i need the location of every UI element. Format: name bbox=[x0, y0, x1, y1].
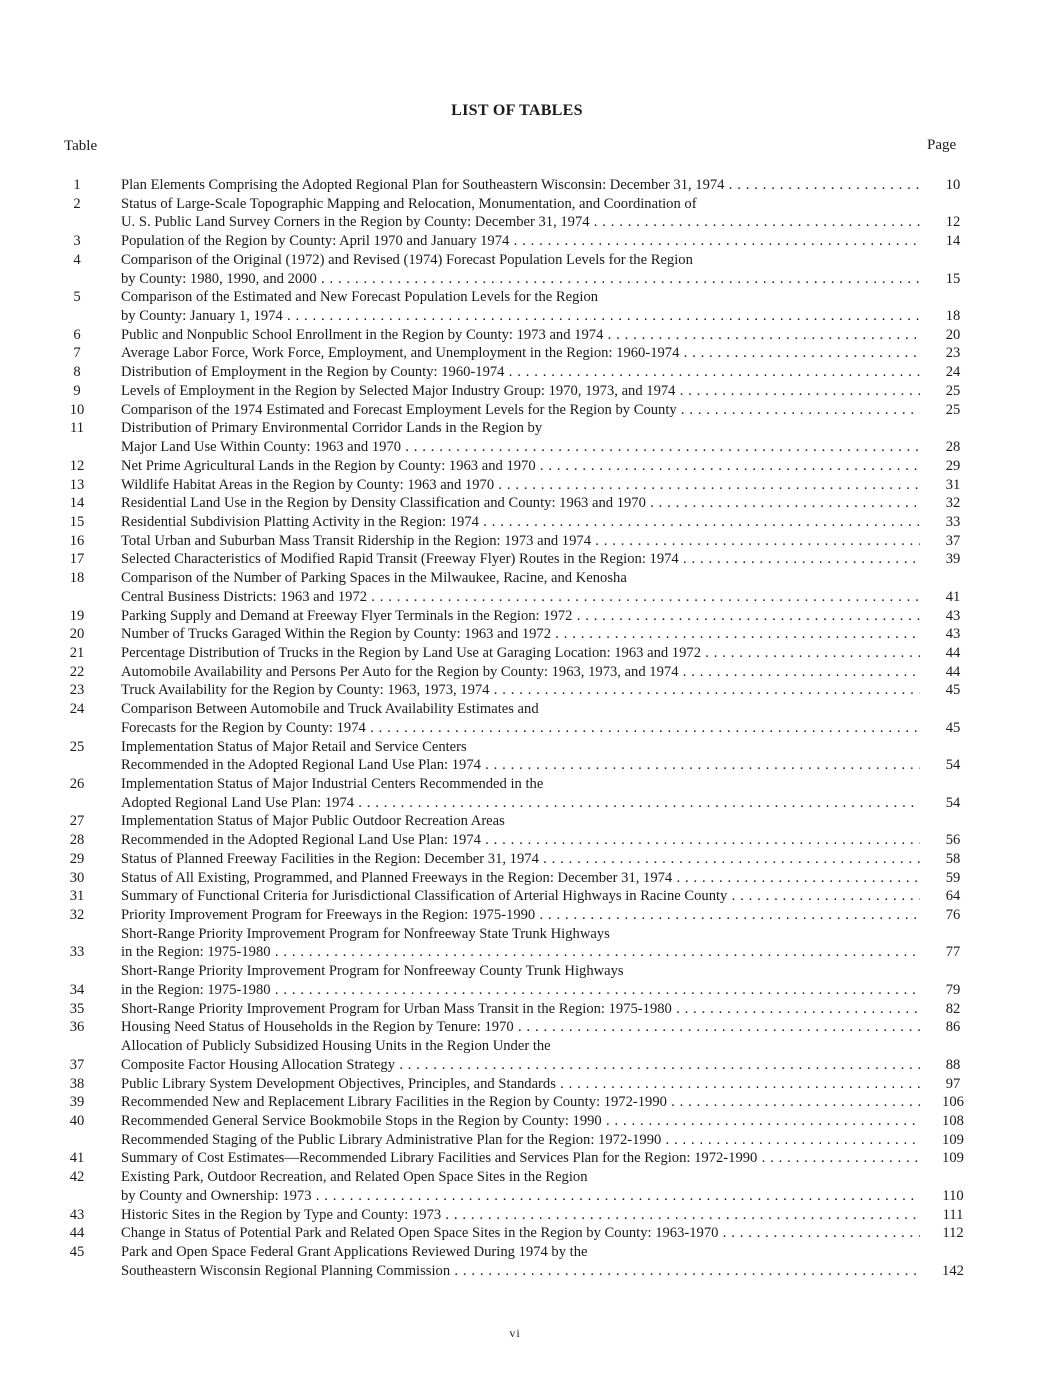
table-of-contents bbox=[0, 176, 1054, 1280]
table-number: 11 bbox=[69, 420, 85, 437]
table-title: Truck Availability for the Region by County: 1963, 1973, 1974 . . . bbox=[121, 681, 920, 700]
table-number: 21 bbox=[69, 644, 85, 661]
page-number-ref: 18 bbox=[945, 308, 961, 325]
toc-entry bbox=[0, 176, 1054, 195]
table-title: Wildlife Habitat Areas in the Region by County: 1963 and 1970 . . . bbox=[121, 476, 920, 495]
table-title: Implementation Status of Major Industrial Centers Recommended in the bbox=[121, 776, 544, 792]
table-title: Percentage Distribution of Trucks in the Region by Land Use at Garaging Location: 1963 and 1972 . . . bbox=[121, 644, 920, 663]
table-title: Implementation Status of Major Public Outdoor Recreation Areas bbox=[121, 813, 505, 830]
table-title: Comparison of the 1974 Estimated and Forecast Employment Levels for the Region by County . . . bbox=[121, 401, 920, 420]
table-title: Recommended General Service Bookmobile Stops in the Region by County: 1990 . . . bbox=[121, 1112, 920, 1131]
toc-entry bbox=[0, 1037, 1054, 1056]
page-number-ref: 109 bbox=[942, 1131, 964, 1148]
page-number-ref: 79 bbox=[945, 981, 961, 998]
table-title: Automobile Availability and Persons Per Auto for the Region by County: 1963, 1973, and 1974 . . . bbox=[121, 663, 920, 682]
table-title: Status of Planned Freeway Facilities in the Region: December 31, 1974 . . . bbox=[121, 850, 920, 869]
page-number-ref: 44 bbox=[945, 663, 961, 680]
toc-entry bbox=[0, 700, 1054, 719]
toc-entry bbox=[0, 438, 1054, 457]
table-title: Comparison of the Original (1972) and Revised (1974) Forecast Population Levels for the Region bbox=[121, 251, 693, 268]
page-number-ref: 23 bbox=[945, 345, 961, 362]
page-number-ref: 54 bbox=[945, 757, 961, 774]
table-number: 24 bbox=[69, 701, 85, 718]
table-title: Short-Range Priority Improvement Program for Urban Mass Transit in the Region: 1975-1980 . . . bbox=[121, 1000, 920, 1019]
toc-entry bbox=[0, 569, 1054, 588]
table-title: Plan Elements Comprising the Adopted Regional Plan for Southeastern Wisconsin: December 31, 1974 . . . bbox=[121, 176, 920, 195]
toc-entry bbox=[0, 831, 1054, 850]
toc-entry bbox=[0, 719, 1054, 738]
toc-entry bbox=[0, 756, 1054, 775]
page-number-ref: 12 bbox=[945, 214, 961, 231]
table-title: Number of Trucks Garaged Within the Region by County: 1963 and 1972 . . . bbox=[121, 625, 920, 644]
page-number-ref: 45 bbox=[945, 682, 961, 699]
table-number: 44 bbox=[69, 1225, 85, 1242]
table-number: 3 bbox=[73, 233, 81, 250]
table-title: Southeastern Wisconsin Regional Planning Commission . . . bbox=[121, 1262, 920, 1281]
table-number: 18 bbox=[69, 570, 85, 587]
page-number-ref: 76 bbox=[945, 907, 961, 924]
toc-entry bbox=[0, 1206, 1054, 1225]
page-number-ref: 28 bbox=[945, 439, 961, 456]
table-title: Adopted Regional Land Use Plan: 1974 . . . bbox=[121, 794, 920, 813]
toc-entry bbox=[0, 326, 1054, 345]
table-title: Public Library System Development Objectives, Principles, and Standards . . . bbox=[121, 1075, 920, 1094]
toc-entry bbox=[0, 1187, 1054, 1206]
page-number-ref: 56 bbox=[945, 832, 961, 849]
table-number: 28 bbox=[69, 832, 85, 849]
table-title: Historic Sites in the Region by Type and County: 1973 . . . bbox=[121, 1206, 920, 1225]
table-title: Park and Open Space Federal Grant Applications Reviewed During 1974 by the bbox=[121, 1243, 588, 1260]
table-number: 29 bbox=[69, 850, 85, 867]
table-title: Recommended Staging of the Public Library Administrative Plan for the Region: 1972-1990 . . . bbox=[121, 1131, 920, 1150]
table-title: by County: January 1, 1974 . . . bbox=[121, 307, 920, 326]
table-title: Central Business Districts: 1963 and 1972 . . . bbox=[121, 588, 920, 607]
table-number: 38 bbox=[69, 1075, 85, 1092]
page-number-ref: 29 bbox=[945, 457, 961, 474]
toc-entry bbox=[0, 270, 1054, 289]
page-number-ref: 44 bbox=[945, 644, 961, 661]
table-number: 12 bbox=[69, 457, 85, 474]
table-title: Distribution of Employment in the Region by County: 1960-1974 . . . bbox=[121, 363, 920, 382]
table-title: Net Prime Agricultural Lands in the Region by County: 1963 and 1970 . . . bbox=[121, 457, 920, 476]
toc-entry bbox=[0, 550, 1054, 569]
page-number-ref: 24 bbox=[945, 364, 961, 381]
table-number: 42 bbox=[69, 1169, 85, 1186]
page-number-ref: 88 bbox=[945, 1056, 961, 1073]
table-number: 6 bbox=[73, 326, 81, 343]
table-title: Parking Supply and Demand at Freeway Flyer Terminals in the Region: 1972 . . . bbox=[121, 607, 920, 626]
page-column-header: Page bbox=[927, 137, 957, 153]
page-title: LIST OF TABLES bbox=[451, 102, 583, 119]
page-number-ref: 111 bbox=[942, 1206, 964, 1223]
table-title: Status of Large-Scale Topographic Mapping and Relocation, Monumentation, and Coordination of bbox=[121, 195, 697, 212]
toc-entry bbox=[0, 607, 1054, 626]
table-number: 2 bbox=[73, 195, 81, 212]
table-number: 35 bbox=[69, 1000, 85, 1017]
table-title: in the Region: 1975-1980 . . . bbox=[121, 981, 920, 1000]
table-number: 33 bbox=[69, 944, 85, 961]
toc-entry bbox=[0, 588, 1054, 607]
toc-entry bbox=[0, 1262, 1054, 1281]
page-number-ref: 97 bbox=[945, 1075, 961, 1092]
table-number: 34 bbox=[69, 981, 85, 998]
page-number-ref: 142 bbox=[942, 1262, 964, 1279]
page-number-ref: 20 bbox=[945, 326, 961, 343]
toc-entry bbox=[0, 513, 1054, 532]
toc-entry bbox=[0, 494, 1054, 513]
table-number: 27 bbox=[69, 813, 85, 830]
page-number-ref: 109 bbox=[942, 1150, 964, 1167]
table-number: 32 bbox=[69, 907, 85, 924]
table-title: Status of All Existing, Programmed, and Planned Freeways in the Region: December 31, 1974 . . . bbox=[121, 869, 920, 888]
table-title: Comparison of the Estimated and New Forecast Population Levels for the Region bbox=[121, 289, 599, 306]
table-number: 22 bbox=[69, 663, 85, 680]
toc-entry bbox=[0, 251, 1054, 270]
page-number-ref: 106 bbox=[942, 1094, 964, 1111]
table-title: Comparison Between Automobile and Truck Availability Estimates and bbox=[121, 701, 539, 718]
page-number: vi bbox=[509, 1326, 521, 1340]
table-title: Public and Nonpublic School Enrollment in the Region by County: 1973 and 1974 . . . bbox=[121, 326, 920, 345]
toc-entry bbox=[0, 981, 1054, 1000]
toc-entry bbox=[0, 1075, 1054, 1094]
toc-entry bbox=[0, 681, 1054, 700]
table-title: by County and Ownership: 1973 . . . bbox=[121, 1187, 920, 1206]
page-number-ref: 41 bbox=[945, 588, 961, 605]
page-number-ref: 43 bbox=[945, 607, 961, 624]
toc-entry bbox=[0, 476, 1054, 495]
table-title: Implementation Status of Major Retail and Service Centers bbox=[121, 738, 467, 755]
table-number: 36 bbox=[69, 1019, 85, 1036]
table-number: 13 bbox=[69, 476, 85, 493]
table-number: 1 bbox=[73, 177, 81, 193]
table-number: 16 bbox=[69, 532, 85, 549]
toc-entry bbox=[0, 738, 1054, 757]
page-number-ref: 25 bbox=[945, 382, 961, 399]
table-title: Short-Range Priority Improvement Program for Nonfreeway County Trunk Highways bbox=[121, 963, 624, 980]
toc-entry bbox=[0, 869, 1054, 888]
table-number: 45 bbox=[69, 1243, 85, 1260]
toc-entry bbox=[0, 307, 1054, 326]
table-number: 8 bbox=[73, 364, 81, 381]
table-title: Total Urban and Suburban Mass Transit Ridership in the Region: 1973 and 1974 . . . bbox=[121, 532, 920, 551]
page-number-ref: 58 bbox=[945, 850, 961, 867]
toc-entry bbox=[0, 850, 1054, 869]
toc-entry bbox=[0, 906, 1054, 925]
toc-entry bbox=[0, 288, 1054, 307]
page-number-ref: 110 bbox=[942, 1187, 964, 1204]
toc-entry bbox=[0, 344, 1054, 363]
table-number: 23 bbox=[69, 682, 85, 699]
page-number-ref: 45 bbox=[945, 719, 961, 736]
table-title: Selected Characteristics of Modified Rapid Transit (Freeway Flyer) Routes in the Region: 1974 . . . bbox=[121, 550, 920, 569]
toc-entry bbox=[0, 363, 1054, 382]
page-number-ref: 14 bbox=[945, 233, 961, 250]
table-number: 4 bbox=[73, 251, 81, 268]
table-title: Recommended New and Replacement Library Facilities in the Region by County: 1972-1990 . . . bbox=[121, 1093, 920, 1112]
table-number: 10 bbox=[69, 401, 85, 418]
table-title: Recommended in the Adopted Regional Land Use Plan: 1974 . . . bbox=[121, 756, 920, 775]
toc-entry bbox=[0, 812, 1054, 831]
table-title: Comparison of the Number of Parking Spaces in the Milwaukee, Racine, and Kenosha bbox=[121, 570, 627, 587]
toc-entry bbox=[0, 775, 1054, 794]
table-number: 7 bbox=[73, 345, 81, 362]
table-number: 37 bbox=[69, 1056, 85, 1073]
toc-entry bbox=[0, 1168, 1054, 1187]
table-title: Recommended in the Adopted Regional Land Use Plan: 1974 . . . bbox=[121, 831, 920, 850]
toc-entry bbox=[0, 644, 1054, 663]
page-number-ref: 77 bbox=[945, 944, 961, 961]
toc-entry bbox=[0, 1093, 1054, 1112]
table-title: Composite Factor Housing Allocation Strategy . . . bbox=[121, 1056, 920, 1075]
toc-entry bbox=[0, 401, 1054, 420]
table-title: Allocation of Publicly Subsidized Housing Units in the Region Under the bbox=[121, 1038, 551, 1055]
page-number-ref: 39 bbox=[945, 551, 961, 568]
table-title: Average Labor Force, Work Force, Employment, and Unemployment in the Region: 1960-1974 . . . bbox=[121, 344, 920, 363]
table-title: Priority Improvement Program for Freeways in the Region: 1975-1990 . . . bbox=[121, 906, 920, 925]
table-title: Levels of Employment in the Region by Selected Major Industry Group: 1970, 1973, and 1974 . . . bbox=[121, 382, 920, 401]
page-number-ref: 86 bbox=[945, 1019, 961, 1036]
toc-entry bbox=[0, 1243, 1054, 1262]
table-number: 41 bbox=[69, 1150, 85, 1167]
page-number-ref: 82 bbox=[945, 1000, 961, 1017]
table-number: 19 bbox=[69, 607, 85, 624]
table-title: Housing Need Status of Households in the Region by Tenure: 1970 . . . bbox=[121, 1018, 920, 1037]
page-number-ref: 32 bbox=[945, 495, 961, 512]
toc-entry bbox=[0, 1112, 1054, 1131]
table-title: Existing Park, Outdoor Recreation, and Related Open Space Sites in the Region bbox=[121, 1169, 588, 1186]
toc-entry bbox=[0, 1000, 1054, 1019]
page-number-ref: 112 bbox=[942, 1225, 964, 1242]
table-number: 14 bbox=[69, 495, 85, 512]
toc-entry bbox=[0, 925, 1054, 944]
toc-entry bbox=[0, 532, 1054, 551]
toc-entry bbox=[0, 943, 1054, 962]
toc-entry bbox=[0, 1131, 1054, 1150]
table-number: 31 bbox=[69, 888, 85, 905]
table-title: Change in Status of Potential Park and Related Open Space Sites in the Region by County: 1963-1970 . . . bbox=[121, 1224, 920, 1243]
toc-entry bbox=[0, 419, 1054, 438]
page-number-ref: 108 bbox=[942, 1112, 964, 1129]
page-number-ref: 43 bbox=[945, 626, 961, 643]
toc-entry bbox=[0, 1224, 1054, 1243]
toc-entry bbox=[0, 232, 1054, 251]
table-number: 25 bbox=[69, 738, 85, 755]
toc-entry bbox=[0, 1149, 1054, 1168]
toc-entry bbox=[0, 1018, 1054, 1037]
toc-entry bbox=[0, 794, 1054, 813]
toc-entry bbox=[0, 887, 1054, 906]
toc-entry bbox=[0, 663, 1054, 682]
table-number: 5 bbox=[73, 289, 81, 306]
table-title: Summary of Functional Criteria for Jurisdictional Classification of Arterial Highways in Racine County . . . bbox=[121, 887, 920, 906]
page-number-ref: 37 bbox=[945, 532, 961, 549]
toc-entry bbox=[0, 457, 1054, 476]
page-number-ref: 64 bbox=[945, 888, 961, 905]
table-number: 9 bbox=[73, 382, 81, 399]
table-number: 40 bbox=[69, 1112, 85, 1129]
table-number: 20 bbox=[69, 626, 85, 643]
page-number-ref: 59 bbox=[945, 869, 961, 886]
table-title: Short-Range Priority Improvement Program for Nonfreeway State Trunk Highways bbox=[121, 925, 610, 942]
table-title: Summary of Cost Estimates—Recommended Library Facilities and Services Plan for the Region: 1972-1990 . . . bbox=[121, 1149, 920, 1168]
table-title: Residential Land Use in the Region by Density Classification and County: 1963 and 1970 . . . bbox=[121, 494, 920, 513]
table-title: Forecasts for the Region by County: 1974 . . . bbox=[121, 719, 920, 738]
table-number: 30 bbox=[69, 869, 85, 886]
toc-entry bbox=[0, 382, 1054, 401]
page-number-ref: 54 bbox=[945, 794, 961, 811]
table-title: in the Region: 1975-1980 . . . bbox=[121, 943, 920, 962]
table-title: Population of the Region by County: April 1970 and January 1974 . . . bbox=[121, 232, 920, 251]
toc-entry bbox=[0, 625, 1054, 644]
toc-entry bbox=[0, 195, 1054, 214]
toc-entry bbox=[0, 213, 1054, 232]
page-number-ref: 10 bbox=[945, 177, 961, 193]
table-title: Distribution of Primary Environmental Corridor Lands in the Region by bbox=[121, 420, 543, 437]
page-number-ref: 31 bbox=[945, 476, 961, 493]
table-number: 43 bbox=[69, 1206, 85, 1223]
table-title: by County: 1980, 1990, and 2000 . . . bbox=[121, 270, 920, 289]
page-number-ref: 25 bbox=[945, 401, 961, 418]
table-number: 26 bbox=[69, 776, 85, 792]
table-title: Residential Subdivision Platting Activity in the Region: 1974 . . . bbox=[121, 513, 920, 532]
table-number: 15 bbox=[69, 513, 85, 530]
table-column-header: Table bbox=[64, 138, 98, 154]
page-number-ref: 33 bbox=[945, 513, 961, 530]
toc-entry bbox=[0, 962, 1054, 981]
page-number-ref: 15 bbox=[945, 270, 961, 287]
toc-entry bbox=[0, 1056, 1054, 1075]
table-number: 39 bbox=[69, 1094, 85, 1111]
table-title: U. S. Public Land Survey Corners in the Region by County: December 31, 1974 . . . bbox=[121, 213, 920, 232]
table-title: Major Land Use Within County: 1963 and 1970 . . . bbox=[121, 438, 920, 457]
table-number: 17 bbox=[69, 551, 85, 568]
